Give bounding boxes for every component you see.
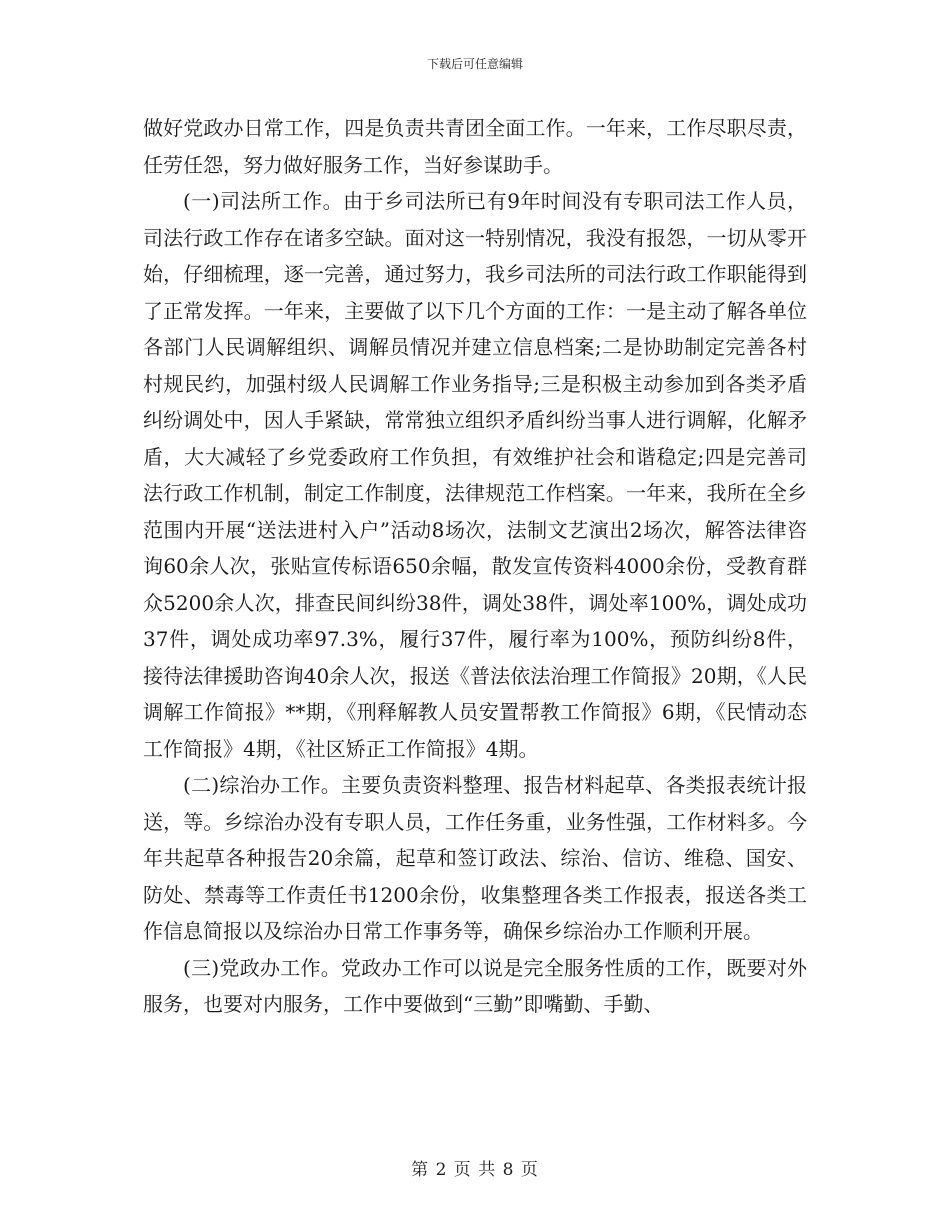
- paragraph-3: (二)综治办工作。主要负责资料整理、报告材料起草、各类报表统计报送，等。乡综治办没有专职人员，工作任务重，业务性强，工作材料多。今年共起草各种报告20余篇，起草和签订政法、综治、信访、维稳、国安、防处、禁毒等工作责任书1200余份，收集整理各类工作报表，报送各类工作信息简报以及综治办日常工作事务等，确保乡综治办工作顺利开展。: [143, 773, 807, 943]
- page-header: 下载后可任意编辑: [426, 57, 523, 71]
- paragraph-4: (三)党政办工作。党政办工作可以说是完全服务性质的工作，既要对外服务，也要对内服务，工作中要做到“三勤”即嘴勤、手勤、: [143, 955, 807, 1016]
- paragraph-1: 做好党政办日常工作，四是负责共青团全面工作。一年来，工作尽职尽责，任劳任怨，努力做好服务工作，当好参谋助手。: [143, 116, 807, 177]
- page-footer: 第 2 页 共 8 页: [411, 1160, 539, 1180]
- paragraph-2: (一)司法所工作。由于乡司法所已有9年时间没有专职司法工作人员，司法行政工作存在诸多空缺。面对这一特别情况，我没有报怨，一切从零开始，仔细梳理，逐一完善，通过努力，我乡司法所的司法行政工作职能得到了正常发挥。一年来，主要做了以下几个方面的工作：一是主动了解各单位各部门人民调解组织、调解员情况并建立信息档案;二是协助制定完善各村村规民约，加强村级人民调解工作业务指导;三是积极主动参加到各类矛盾纠纷调处中，因人手紧缺，常常独立组织矛盾纠纷当事人进行调解，化解矛盾，大大减轻了乡党委政府工作负担，有效维护社会和谐稳定;四是完善司法行政工作机制，制定工作制度，法律规范工作档案。一年来，我所在全乡范围内开展“送法进村入户”活动8场次，法制文艺演出2场次，解答法律咨询60余人次，张贴宣传标语650余幅，散发宣传资料4000余份，受教育群众5200余人次，排查民间纠纷38件，调处38件，调处率100%，调处成功37件，调处成功率97.3%，履行37件，履行率为100%，预防纠纷8件，接待法律援助咨询40余人次，报送《普法依法治理工作简报》20期，《人民调解工作简报》**期，《刑释解教人员安置帮教工作简报》6期，《民情动态工作简报》4期，《社区矫正工作简报》4期。: [143, 189, 807, 761]
- document-body: [143, 110, 807, 1023]
